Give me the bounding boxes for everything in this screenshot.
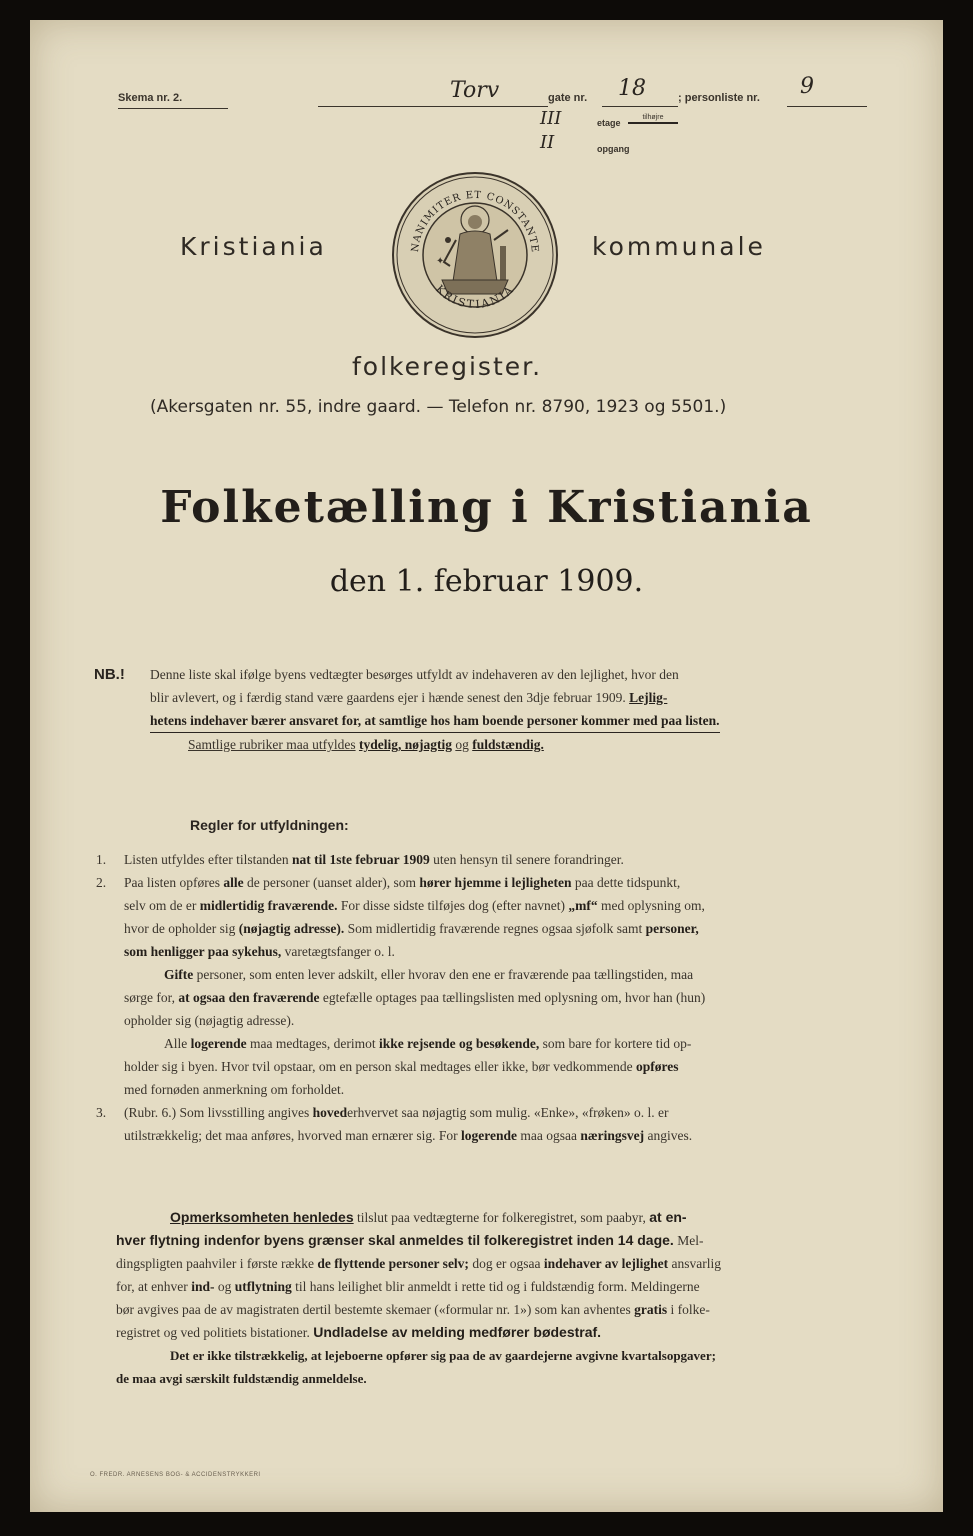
office-register: folkeregister.: [352, 352, 543, 381]
rule-2-3b: (nøjagtig adresse).: [238, 921, 345, 936]
rule-2-alle-1: [96, 1032, 886, 1055]
rule-2-4b: varetægtsfanger o. l.: [284, 944, 395, 959]
rule-2-gifte-2: [96, 986, 886, 1009]
rule-1: [96, 848, 886, 871]
etage-handwritten[interactable]: III: [540, 108, 562, 129]
date-title: den 1. februar 1909.: [329, 564, 644, 599]
notice-line-5: [116, 1298, 896, 1321]
etage-note-box: [628, 114, 678, 128]
rules-title: Regler for utfyldningen:: [190, 817, 349, 833]
rule-1c: uten hensyn til senere forandringer.: [433, 852, 624, 867]
nb-line-4a: Samtlige rubriker maa utfyldes: [188, 737, 356, 752]
nb-label: NB.!: [94, 666, 125, 683]
notice-6a: registret og ved politiets bistationer.: [116, 1325, 310, 1340]
notice-line-7: Det er ikke tilstrækkelig, at lejeboerne opfører sig paa de av gaardejerne avgivne kvartalsopgaver;: [170, 1348, 716, 1363]
rule-2-2a: selv om de er: [124, 898, 197, 913]
notice-3d: indehaver av lejlighet: [543, 1256, 669, 1271]
rule-1-num: 1.: [96, 852, 107, 867]
rule-2-3a: hvor de opholder sig: [124, 921, 236, 936]
notice-3e: ansvarlig: [671, 1256, 722, 1271]
rule-2-a1a: Alle: [164, 1036, 188, 1051]
street-handwritten[interactable]: Torv: [450, 78, 500, 103]
notice-1b: tilslut paa vedtægterne for folkeregistret, som paabyr,: [357, 1210, 646, 1225]
rule-3-1b: hoved: [312, 1105, 348, 1120]
etage-note: tilhøjre: [642, 114, 664, 121]
notice-2b: Mel-: [677, 1233, 704, 1248]
gate-label: gate nr.: [548, 92, 588, 104]
main-title: Folketælling i Kristiania: [160, 482, 813, 533]
nb-line-4b: tydelig, nøjagtig: [358, 737, 452, 752]
notice-line-1: [116, 1206, 896, 1229]
rule-2-gifte-3: opholder sig (nøjagtig adresse).: [124, 1013, 295, 1028]
rule-2-1b: alle: [223, 875, 244, 890]
rule-2-a2c: opføres: [635, 1059, 679, 1074]
rule-3-1c: erhvervet saa nøjagtig som mulig. «Enke», «frøken» o. l. er: [347, 1105, 669, 1120]
rule-2-1a: Paa listen opføres: [124, 875, 220, 890]
rule-2-gifte-1: [96, 963, 886, 986]
office-left: Kristiania: [180, 232, 327, 261]
rule-2-a2a: holder sig i byen.: [124, 1059, 218, 1074]
opgang-label: opgang: [597, 144, 630, 154]
notice-3b: de flyttende personer selv;: [317, 1256, 469, 1271]
personliste-label: ; personliste nr.: [678, 92, 760, 104]
nb-line-2a: blir avlevert, og i færdig stand være gaardens ejer i hænde senest den 3dje februar 1909.: [150, 690, 626, 705]
notice-4e: til hans leilighet blir anmeldt i rette tid og i fuldstændig form. Meldingerne: [295, 1279, 700, 1294]
rule-2-g1a: Gifte: [164, 967, 194, 982]
rule-3-num: 3.: [96, 1105, 107, 1120]
rule-2-line-3: [96, 917, 886, 940]
notice-6b: Undladelse av melding medfører bødestraf.: [313, 1324, 602, 1340]
rule-2-3d: personer,: [645, 921, 699, 936]
city-seal: [390, 170, 560, 340]
rule-2-2e: med oplysning om,: [601, 898, 705, 913]
notice-5c: i folke-: [670, 1302, 710, 1317]
rule-3-2c: maa ogsaa: [520, 1128, 578, 1143]
rule-3-2b: logerende: [461, 1128, 518, 1143]
rule-2-line-1: [96, 871, 886, 894]
notice-4c: og: [217, 1279, 232, 1294]
rule-2-alle-2: [96, 1055, 886, 1078]
notice-4d: utflytning: [234, 1279, 292, 1294]
svg-text:UNANIMITER ET CONSTANTER: [390, 170, 540, 254]
rule-2-2c: For disse sidste tilføjes dog (efter navnet): [340, 898, 566, 913]
rule-2-3c: Som midlertidig fraværende regnes ogsaa sjøfolk samt: [347, 921, 643, 936]
rule-2-line-4: [96, 940, 886, 963]
rule-3-line-2: [96, 1124, 886, 1147]
rule-2-a1d: ikke rejsende og besøkende,: [378, 1036, 540, 1051]
rule-2-1d: hører hjemme i lejligheten: [419, 875, 572, 890]
rule-2-num: 2.: [96, 875, 107, 890]
nb-text: [150, 663, 875, 756]
notice-4b: ind-: [191, 1279, 215, 1294]
rule-2-g2a: sørge for,: [124, 990, 175, 1005]
notice-3c: dog er ogsaa: [472, 1256, 541, 1271]
opgang-handwritten[interactable]: II: [540, 132, 555, 153]
nb-line-4: [188, 733, 875, 756]
svg-text:✦: ✦: [436, 256, 445, 267]
rule-2-a2b: Hvor tvil opstaar, om en person skal medtages eller ikke, bør vedkommende: [221, 1059, 633, 1074]
rule-2-g2c: egtefælle optages paa tællingslisten med oplysning om, hvor han (hun): [322, 990, 706, 1005]
rule-2-a1b: logerende: [190, 1036, 247, 1051]
rule-3-2e: angives.: [647, 1128, 693, 1143]
notice-2a: hver flytning indenfor byens grænser skal anmeldes til folkeregistret inden 14 dage.: [116, 1232, 674, 1248]
notice-1c: at en-: [649, 1209, 687, 1225]
skema-underline: [118, 108, 228, 109]
rule-2-g2b: at ogsaa den fraværende: [178, 990, 320, 1005]
rule-2-1e: paa dette tidspunkt,: [574, 875, 681, 890]
gate-number[interactable]: 18: [618, 76, 646, 101]
rule-3-1a: (Rubr. 6.) Som livsstilling angives: [124, 1105, 310, 1120]
personliste-number[interactable]: 9: [800, 74, 814, 99]
rule-2-2d: „mf“: [568, 898, 598, 913]
rule-2-a1e: som bare for kortere tid op-: [542, 1036, 692, 1051]
notice-3a: dingspligten paahviler i første række: [116, 1256, 314, 1271]
gate-field-line: [602, 106, 678, 107]
rule-3-2d: næringsvej: [580, 1128, 645, 1143]
seal-bottom-text: KRISTIANIA: [433, 282, 517, 312]
seal-top-text: NANIMITER ET CONSTANTE: [409, 189, 541, 254]
rule-2-2b: midlertidig fraværende.: [199, 898, 338, 913]
rule-1a: Listen utfyldes efter tilstanden: [124, 852, 289, 867]
nb-line-1: Denne liste skal ifølge byens vedtægter besørges utfyldt av indehaveren av den lejlighet, hvor den: [150, 667, 679, 682]
rule-2-line-2: [96, 894, 886, 917]
notice-5b: gratis: [634, 1302, 668, 1317]
notice-line-3: [116, 1252, 896, 1275]
svg-text:KRISTIANIA: [433, 283, 517, 312]
etage-label: etage: [597, 118, 621, 128]
rule-2-a1c: maa medtages, derimot: [250, 1036, 376, 1051]
notice-line-4: [116, 1275, 896, 1298]
notice-1a: Opmerksomheten henledes: [170, 1209, 354, 1225]
notice-5a: bør avgives paa de av magistraten dertil bestemte skemaer («formular nr. 1») som kan avhentes: [116, 1302, 631, 1317]
rule-2-1c: de personer (uanset alder), som: [246, 875, 417, 890]
notice-body: [116, 1206, 896, 1390]
rule-3-line-1: [96, 1101, 886, 1124]
etage-strike: [628, 122, 678, 124]
notice-line-2: [116, 1229, 896, 1252]
printer-imprint: O. FREDR. ARNESENS BOG- & ACCIDENSTRYKKERI: [90, 1472, 261, 1478]
street-field-line: [318, 106, 548, 107]
nb-line-3: hetens indehaver bærer ansvaret for, at samtlige hos ham boende personer kommer med paa listen.: [150, 709, 720, 733]
skema-label: Skema nr. 2.: [118, 92, 183, 104]
rules-body: [96, 848, 886, 1147]
census-form-sheet: [30, 20, 943, 1512]
notice-line-6: [116, 1321, 896, 1344]
rule-2-g1b: personer, som enten lever adskilt, eller hvorav den ene er fraværende paa tællingstiden, maa: [196, 967, 694, 982]
rule-3-2a: utilstrækkelig; det maa anføres, hvorved man ernærer sig. For: [124, 1128, 458, 1143]
notice-line-8: de maa avgi særskilt fuldstændig anmeldelse.: [116, 1371, 367, 1386]
rule-2-4a: som henligger paa sykehus,: [124, 944, 282, 959]
rule-2-alle-3: med fornøden anmerkning om forholdet.: [124, 1082, 345, 1097]
rule-1b: nat til 1ste februar 1909: [291, 852, 430, 867]
office-address: (Akersgaten nr. 55, indre gaard. — Telefon nr. 8790, 1923 og 5501.): [150, 397, 727, 417]
nb-line-2b: Lejlig-: [629, 690, 668, 705]
personliste-field-line: [787, 106, 867, 107]
nb-line-2: [150, 686, 875, 709]
notice-4a: for, at enhver: [116, 1279, 188, 1294]
nb-line-4c: og: [455, 737, 469, 752]
seal-text-layer: [390, 170, 560, 340]
office-right: kommunale: [592, 232, 766, 261]
nb-line-4d: fuldstændig.: [472, 737, 544, 752]
